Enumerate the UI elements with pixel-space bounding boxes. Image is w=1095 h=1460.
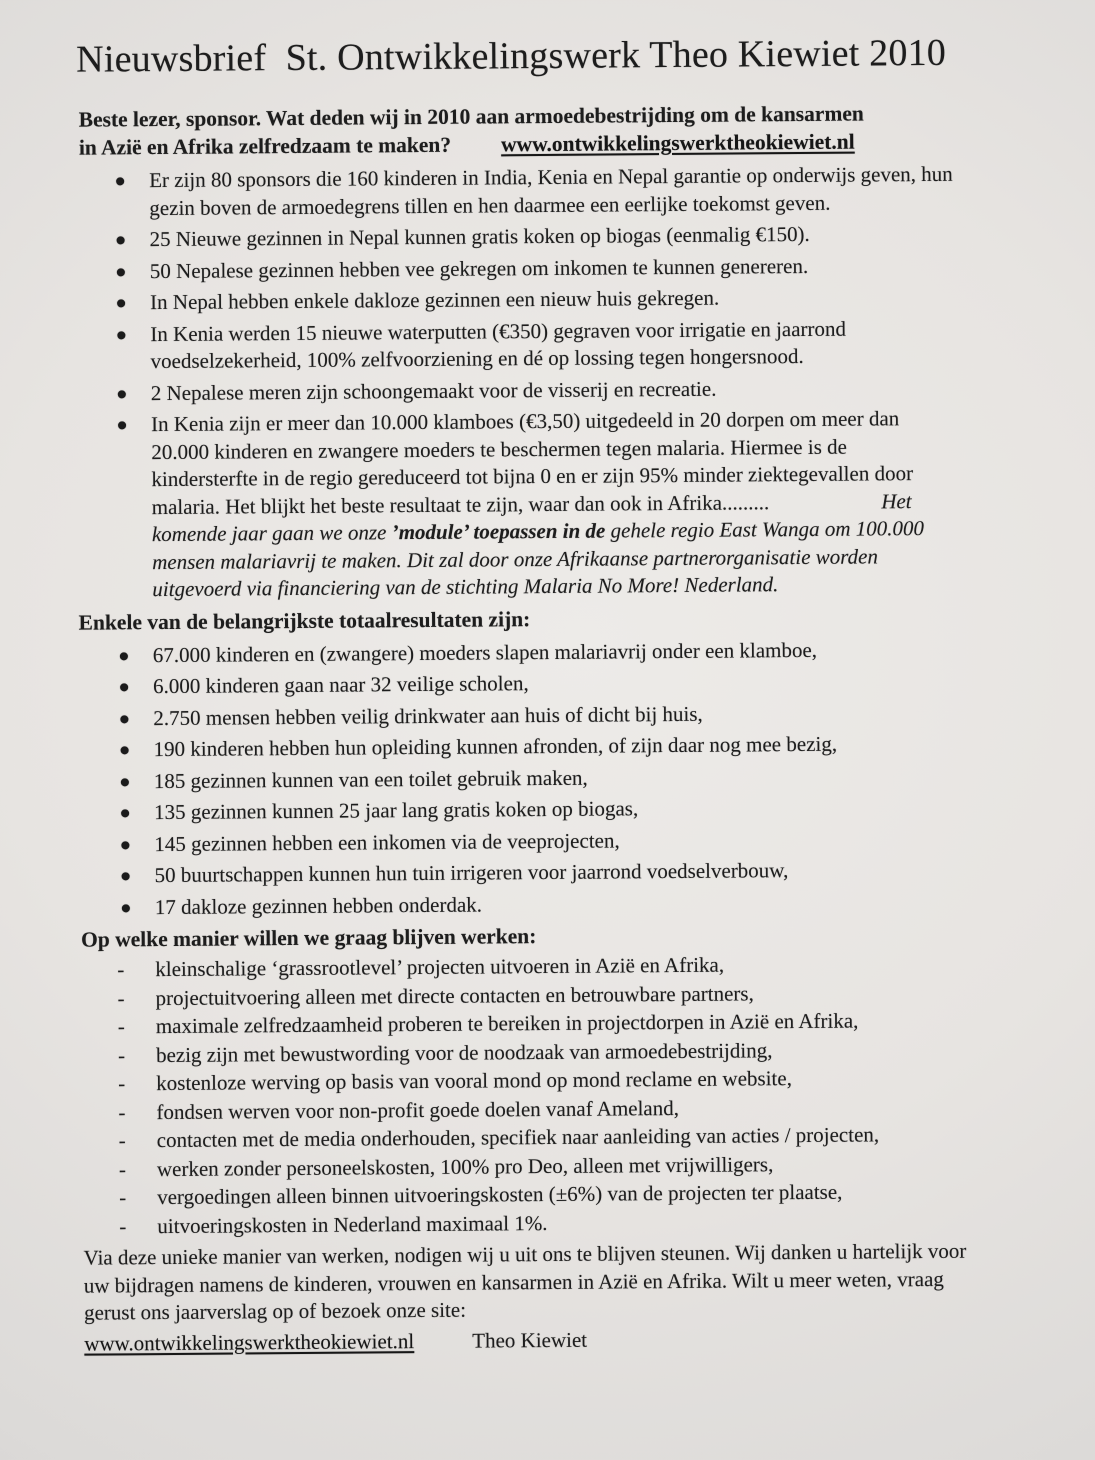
list-item [76, 314, 975, 376]
list-item [79, 635, 978, 670]
dash-icon: - [117, 957, 125, 982]
bullet-icon [121, 841, 129, 849]
intro-line-1: Beste lezer, sponsor. Wat deden wij in 2010 aan armoedebestrijding om de kansarmen [78, 101, 864, 132]
totals-heading: Enkele van de belangrijkste totaalresultaten zijn: [78, 606, 531, 635]
list-item [81, 856, 980, 891]
list-item-text: 185 gezinnen kunnen van een toilet gebruik maken, [153, 765, 588, 793]
bullet-icon [121, 778, 129, 786]
dash-icon: - [118, 1099, 126, 1124]
bullet-icon [118, 421, 126, 429]
list-item-text: kleinschalige ‘grassrootlevel’ projecten uitvoeren in Azië en Afrika, [155, 952, 725, 982]
dash-icon: - [119, 1213, 127, 1238]
list-item-text: maximale zelfredzaamheid proberen te bereiken in projectdorpen in Azië en Afrika, [155, 1008, 859, 1039]
bullet-icon [122, 872, 130, 880]
bullet-icon [117, 299, 125, 307]
list-item-text: 145 gezinnen hebben een inkomen via de veeprojecten, [154, 827, 620, 856]
list-item [80, 761, 979, 796]
intro-paragraph [79, 99, 974, 162]
list-item-text: 135 gezinnen kunnen 25 jaar lang gratis koken op biogas, [154, 796, 639, 825]
bullet-icon [117, 236, 125, 244]
intro-line-2: in Azië en Afrika zelfredzaam te maken? [78, 132, 452, 160]
list-item [79, 667, 978, 702]
list-item-text: 2.750 mensen hebben veilig drinkwater aan huis of dicht bij huis, [153, 701, 703, 730]
dash-icon: - [117, 1014, 125, 1039]
list-item-text [151, 405, 958, 604]
bullet-icon [117, 268, 125, 276]
list-item-text: 17 dakloze gezinnen hebben onderdak. [154, 892, 483, 919]
dash-icon: - [118, 1156, 127, 1181]
bullet-icon [117, 331, 125, 339]
website-link-header: www.ontwikkelingswerktheokiewiet.nl [500, 129, 855, 157]
plan-lead: Het komende jaar gaan we onze [151, 488, 912, 547]
dash-icon: - [117, 985, 125, 1010]
dash-icon: - [118, 1071, 126, 1096]
malaria-result-text: In Kenia zijn er meer dan 10.000 klamboes (€3,50) uitgedeeld in 20 dorpen om meer dan 20.000 kinderen en zwangere moeders te beschermen tegen malaria. Hiermee is de kindersterfte in de regio gereduceerd tot bijna 0 en er zijn 95% minder ziektegevallen door malaria. Het blijkt het beste resultaat te zijn, waar dan ook in Afrika......... [150, 406, 914, 519]
list-item [83, 1206, 982, 1241]
list-item-text: 25 Nieuwe gezinnen in Nepal kunnen gratis koken op biogas (eenmalig €150). [149, 221, 810, 252]
footer-line [84, 1322, 983, 1357]
closing-paragraph: Via deze unieke manier van werken, nodigen wij u uit ons te blijven steunen. Wij danken u hartelijk voor uw bijdragen namens de kinderen, vrouwen en kansarmen in Azië en Afrika. Wilt u meer weten, vraag gerust ons jaarverslag op of bezoek onze site: [83, 1238, 967, 1325]
plan-rest: gehele regio East Wanga om 100.000 mensen malariavrij te maken. Dit zal door onze Afrikaanse partnerorganisatie worden uitgevoerd via financiering van de stichting Malaria No More! Nederland. [152, 516, 925, 602]
list-item [80, 824, 979, 859]
list-item [80, 730, 979, 765]
list-item [76, 220, 975, 255]
dash-icon: - [117, 1042, 126, 1067]
list-item [75, 161, 974, 223]
bullet-icon [120, 683, 128, 691]
list-item-text: werken zonder personeelskosten, 100% pro Deo, alleen met vrijwilligers, [156, 1151, 774, 1181]
list-item-text: 50 buurtschappen kunnen hun tuin irrigeren voor jaarrond voedselverbouw, [154, 858, 789, 888]
list-item-text: 2 Nepalese meren zijn schoongemaakt voor de visserij en recreatie. [150, 376, 717, 405]
plan-module-bold: ’module’ toepassen in de [391, 518, 606, 545]
list-item-text: vergoedingen alleen binnen uitvoeringskosten (±6%) van de projecten ter plaatse, [157, 1179, 843, 1210]
bullet-icon [121, 809, 129, 817]
list-item-text: In Kenia werden 15 nieuwe waterputten (€350) gegraven voor irrigatie en jaarrond voedselzekerheid, 100% zelfvoorziening en dé op lossing tegen hongersnood. [150, 316, 847, 374]
approach-list [81, 950, 982, 1241]
list-item [81, 887, 980, 922]
list-item-text: In Nepal hebben enkele dakloze gezinnen een nieuw huis gekregen. [150, 285, 720, 315]
signature: Theo Kiewiet [472, 1327, 588, 1353]
list-item-text: Er zijn 80 sponsors die 160 kinderen in India, Kenia en Nepal garantie op onderwijs geven, hun gezin boven de armoedegrens tillen en hen daarmee een eerlijke toekomst geven. [149, 161, 953, 220]
list-item-malaria [77, 405, 977, 605]
bullet-icon [122, 904, 130, 912]
list-item-text: 190 kinderen hebben hun opleiding kunnen afronden, of zijn daar nog mee bezig, [153, 731, 838, 762]
list-item-text: 50 Nepalese gezinnen hebben vee gekregen om inkomen te kunnen genereren. [149, 253, 809, 283]
list-item [80, 793, 979, 828]
list-item [77, 373, 976, 408]
list-item-text: fondsen werven voor non-profit goede doelen vanaf Ameland, [156, 1095, 680, 1124]
list-item-text: 67.000 kinderen en (zwangere) moeders slapen malariavrij onder een klamboe, [152, 637, 818, 667]
bullet-icon [120, 652, 128, 660]
results-2010-list [75, 161, 977, 605]
bullet-icon [121, 746, 129, 754]
website-link-footer: www.ontwikkelingswerktheokiewiet.nl [84, 1328, 415, 1356]
bullet-icon [120, 715, 128, 723]
bullet-icon [116, 177, 124, 185]
document-title: Nieuwsbrief St. Ontwikkelingswerk Theo Kiewiet 2010 [76, 31, 947, 81]
dash-icon: - [119, 1185, 127, 1210]
list-item-text: bezig zijn met bewustwording voor de noodzaak van armoedebestrijding, [155, 1037, 773, 1067]
bullet-icon [118, 390, 126, 398]
list-item [76, 283, 975, 318]
list-item [79, 698, 978, 733]
inline-gap [769, 508, 881, 509]
list-item-text: uitvoeringskosten in Nederland maximaal 1%. [157, 1210, 548, 1238]
list-item-text: kostenloze werving op basis van vooral mond op mond reclame en website, [156, 1066, 792, 1096]
list-item [76, 251, 975, 286]
totals-list [79, 635, 980, 922]
dash-icon: - [118, 1128, 126, 1153]
list-item-text: 6.000 kinderen gaan naar 32 veilige scholen, [153, 671, 529, 699]
approach-heading: Op welke manier willen we graag blijven werken: [81, 924, 537, 952]
list-item-text: contacten met de media onderhouden, specifiek naar aanleiding van acties / projecten, [156, 1122, 880, 1153]
list-item-text: projectuitvoering alleen met directe contacten en betrouwbare partners, [155, 980, 754, 1010]
